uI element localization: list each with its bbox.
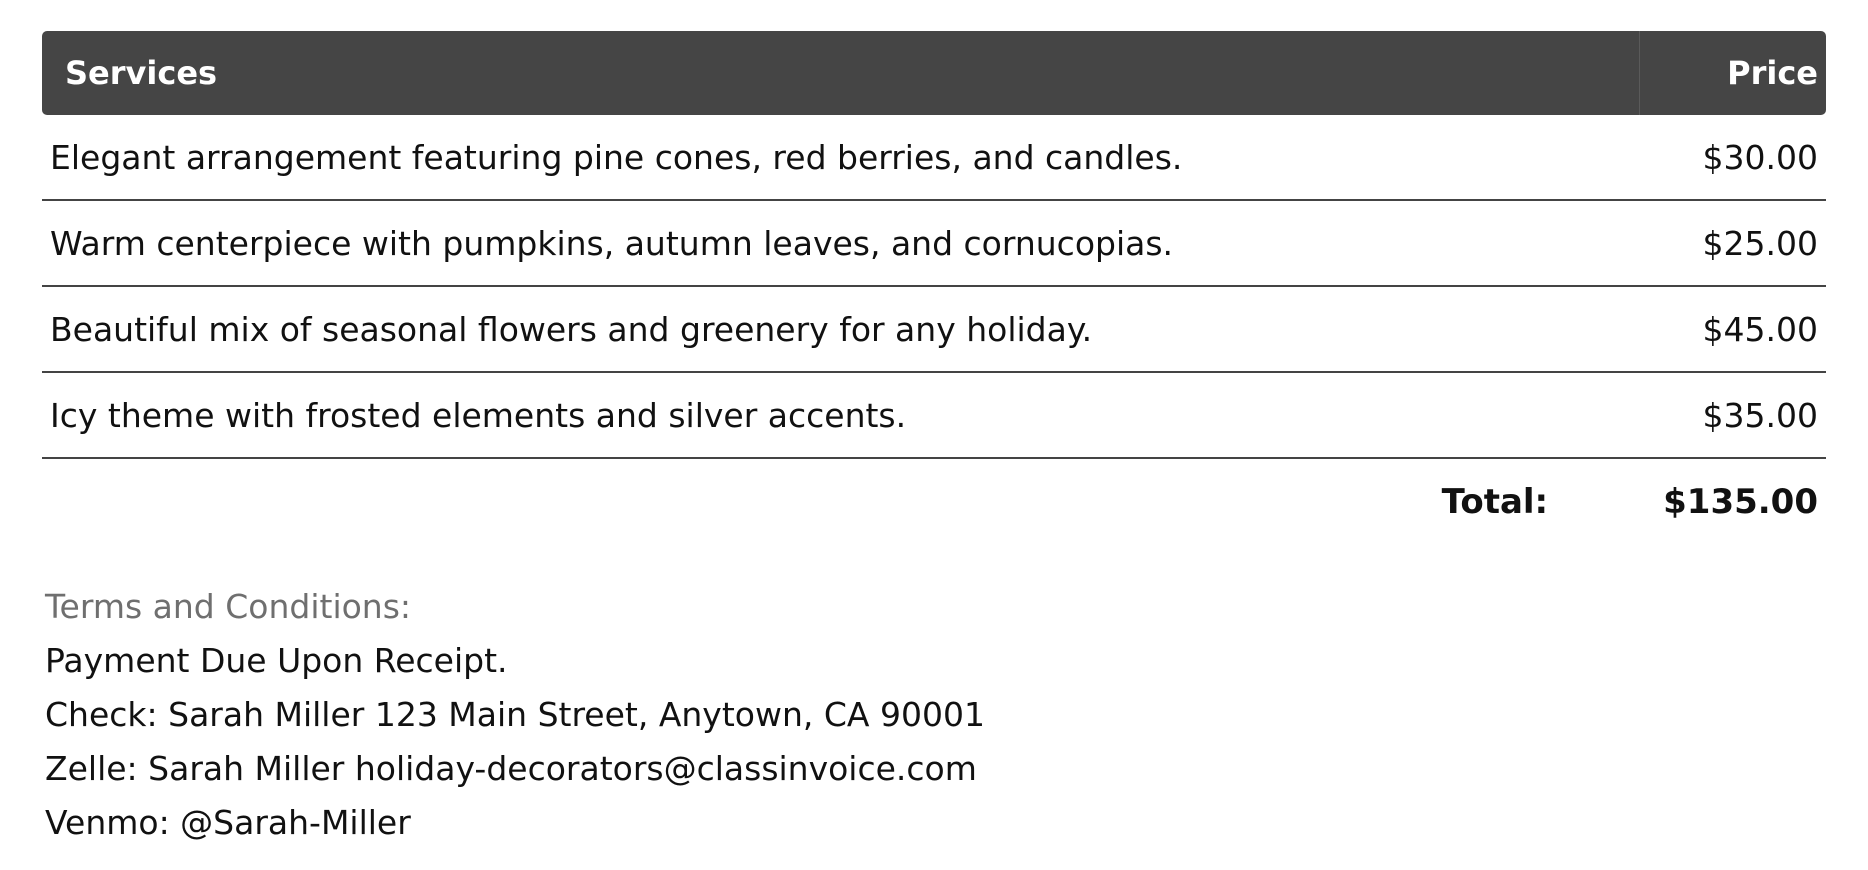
service-description: Icy theme with frosted elements and silver accents. [50, 395, 907, 435]
total-row [42, 459, 1826, 545]
services-column-header: Services [42, 31, 1640, 115]
service-description: Elegant arrangement featuring pine cones, red berries, and candles. [50, 137, 1183, 177]
table-row [42, 287, 1826, 373]
service-description: Warm centerpiece with pumpkins, autumn leaves, and cornucopias. [50, 223, 1174, 263]
terms-payment-due: Payment Due Upon Receipt. [45, 641, 508, 680]
table-header [42, 31, 1826, 115]
service-description: Beautiful mix of seasonal flowers and greenery for any holiday. [50, 309, 1093, 349]
terms-section [45, 580, 985, 850]
total-label: Total: [1441, 482, 1549, 522]
terms-check-info: Check: Sarah Miller 123 Main Street, Anytown, CA 90001 [45, 695, 985, 734]
service-price: $25.00 [1702, 223, 1818, 263]
total-value: $135.00 [1663, 482, 1818, 522]
table-row [42, 201, 1826, 287]
terms-heading: Terms and Conditions: [45, 587, 412, 626]
table-row [42, 373, 1826, 459]
service-price: $45.00 [1702, 309, 1818, 349]
table-row [42, 115, 1826, 201]
services-table [42, 31, 1826, 545]
service-price: $30.00 [1702, 137, 1818, 177]
price-column-header: Price [1727, 54, 1818, 92]
terms-venmo-info: Venmo: @Sarah-Miller [45, 803, 411, 842]
service-price: $35.00 [1702, 395, 1818, 435]
terms-zelle-info: Zelle: Sarah Miller holiday-decorators@classinvoice.com [45, 749, 977, 788]
